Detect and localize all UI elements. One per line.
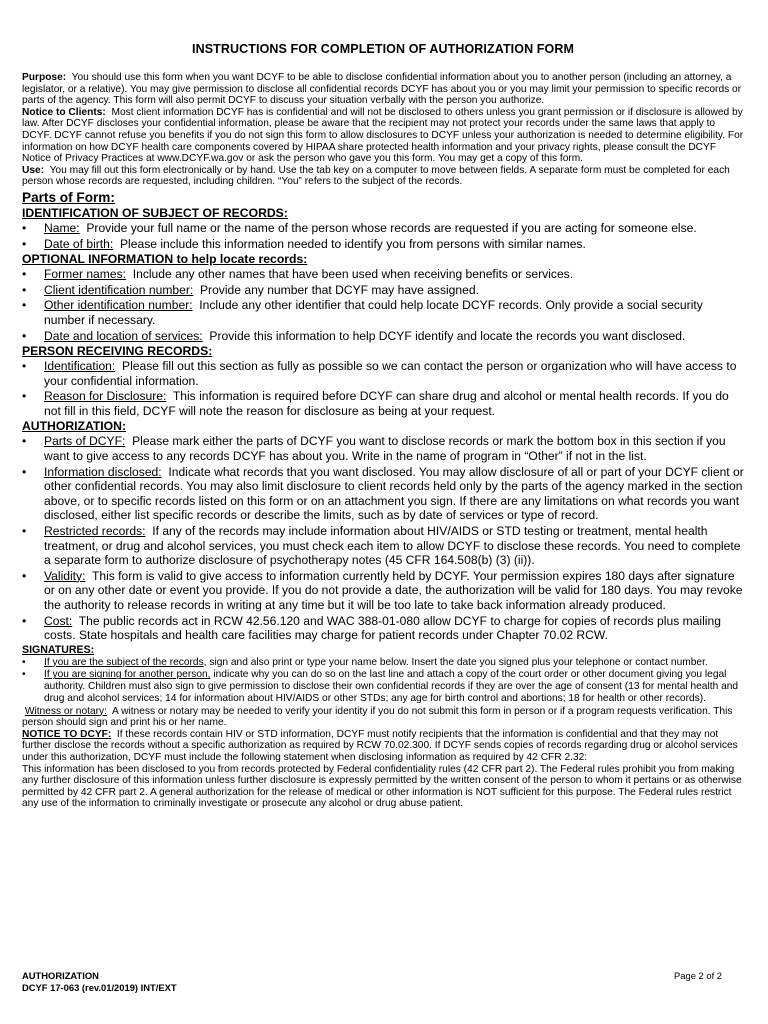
item-text: The public records act in RCW 42.56.120 and WAC 388-01-080 allow DCYF to charge for copies of records plus mailing costs. State hospitals and health care facilities may charge for patient records under Chapter 70.02 RCW.: [44, 613, 721, 643]
list-item: [22, 669, 744, 704]
list-item: [22, 614, 744, 643]
person-receiving-heading: PERSON RECEIVING RECORDS:: [22, 344, 213, 359]
purpose-text: You should use this form when you want DCYF to be able to disclose confidential information about you to another person (including an attorney, a legislator, or a relative). You may give permission to disclose all confidential records DCYF has about you or you may limit your permission to specific records or parts of the agency. This form will also permit DCYF to discuss your situation verbally with the person you authorize.: [22, 72, 742, 107]
item-term: Client identification number:: [44, 282, 194, 297]
authorization-heading: AUTHORIZATION:: [22, 419, 127, 434]
bullet-icon: •: [22, 464, 27, 479]
bullet-icon: •: [22, 568, 27, 583]
notice-to-dcyf-paragraph: [22, 729, 744, 764]
notice-to-dcyf-label: NOTICE TO DCYF:: [22, 728, 112, 740]
authorization-list: [22, 434, 744, 642]
bullet-icon: •: [22, 267, 27, 282]
item-text: If any of the records may include information about HIV/AIDS or STD testing or treatment, mental health treatment, or drug and alcohol services, you must check each item to allow DCYF to disclose these records. You need to complete a separate form to authorize disclosure of psychotherapy notes (45 CFR 164.508(b) (3) (ii)).: [44, 524, 741, 568]
item-term: Date and location of services:: [44, 328, 203, 343]
item-term: Parts of DCYF:: [44, 434, 126, 449]
witness-text: A witness or notary may be needed to verify your identity if you do not submit this form in person or if a program requests verification. This person should sign and print his or her name.: [22, 705, 733, 729]
page-title: INSTRUCTIONS FOR COMPLETION OF AUTHORIZATION FORM: [192, 42, 574, 56]
bullet-icon: •: [22, 613, 27, 628]
list-item: [22, 267, 744, 282]
list-item: [22, 298, 744, 327]
page-number: Page 2 of 2: [674, 970, 722, 981]
item-term: Name:: [44, 220, 80, 235]
item-text: sign and also print or type your name below. Insert the date you signed plus your telephone or contact number.: [209, 656, 708, 668]
page-footer: [22, 970, 722, 994]
item-term: Identification:: [44, 359, 116, 374]
list-item: [22, 359, 744, 388]
item-text: Provide any number that DCYF may have assigned.: [199, 282, 479, 297]
notice-to-clients-text: Most client information DCYF has is confidential and will not be disclosed to others unless you grant permission or if disclosure is allowed by law. After DCYF discloses your confidential information, please be aware that the recipient may not protect your records under the same laws that apply to DCYF. DCYF cannot refuse you benefits if you do not sign this form to allow disclosures to DCYF unless your authorization is needed to determine eligibility. For information on how DCYF health care components covered by HIPAA share protected health information and your privacy rights, please consult the DCYF Notice of Privacy Practices at www.DCYF.wa.gov or ask the person who gave you this form. You may get a copy of this form.: [22, 106, 744, 165]
list-item: [22, 434, 744, 463]
use-text: You may fill out this form electronically or by hand. Use the tab key on a computer to move between fields. A separate form must be completed for each person whose records are requested, including children. “You” refers to the subject of the records.: [22, 164, 730, 188]
bullet-icon: •: [22, 220, 27, 235]
item-term: Former names:: [44, 267, 126, 282]
footer-form-label: AUTHORIZATION: [22, 970, 99, 981]
item-term: If you are signing for another person,: [44, 669, 211, 681]
signatures-heading: SIGNATURES:: [22, 643, 95, 656]
parts-of-form-heading: Parts of Form:: [22, 189, 115, 205]
item-text: indicate why you can do so on the last line and attach a copy of the court order or other document giving you legal authority. Children must also sign to give permission to disclose their own confidential records if they are over the age of consent (13 for mental health and drug and alcohol services; 14 for information about HIV/AIDS or other STDs; any age for birth control and abortions; 18 for health or other records).: [44, 669, 739, 704]
list-item: [22, 569, 744, 613]
bullet-icon: •: [22, 298, 27, 313]
bullet-icon: •: [22, 389, 27, 404]
list-item: [22, 657, 744, 669]
signatures-list: [22, 657, 744, 705]
item-text: Indicate what records that you want disclosed. You may allow disclosure of all or part of your DCYF client or other confidential records. You may also limit disclosure to client records held only by the parts of the agency marked in the section above, or to specific records listed on this form or on an attachment you sign. If there are any limitations on what records you want disclosed, either list specific records or describe the limits, such as by date of services or type of record.: [44, 464, 744, 523]
item-text: Please mark either the parts of DCYF you want to disclose records or mark the bottom box in this section if you want to give access to any records DCYF has about you. Write in the name of program in “Other” if not in the list.: [44, 434, 726, 464]
list-item: [22, 221, 744, 236]
federal-statement: This information has been disclosed to you from records protected by Federal confidentiality rules (42 CFR part 2). The Federal rules prohibit you from making any further disclosure of this information unless further disclosure is expressly permitted by the written consent of the person to whom it pertains or as otherwise permitted by 42 CFR part 2. A general authorization for the release of medical or other information is NOT sufficient for this purpose. The Federal rules restrict any use of the information to criminally investigate or prosecute any alcohol or drug abuse patient.: [22, 763, 742, 810]
list-item: [22, 524, 744, 568]
list-item: [22, 283, 744, 298]
optional-info-heading: OPTIONAL INFORMATION to help locate records:: [22, 252, 308, 267]
item-term: Information disclosed:: [44, 464, 162, 479]
bullet-icon: •: [22, 359, 27, 374]
item-text: Include any other identifier that could help locate DCYF records. Only provide a social security number if necessary.: [44, 298, 703, 327]
item-text: Provide your full name or the name of the person whose records are requested if you are acting for someone else.: [86, 220, 697, 235]
item-text: Provide this information to help DCYF identify and locate the records you want disclosed.: [209, 328, 686, 343]
person-receiving-list: [22, 359, 744, 418]
item-term: Other identification number:: [44, 298, 193, 313]
item-text: This form is valid to give access to information currently held by DCYF. Your permission expires 180 days after signature or on any other date or event you provide. If you do not provide a date, the authorization will be valid for 180 days. You may revoke the authority to release records in writing at any time but it will be too late to take back information already produced.: [44, 568, 743, 612]
notice-to-clients-paragraph: [22, 107, 744, 165]
optional-info-list: [22, 267, 744, 343]
bullet-icon: •: [22, 282, 27, 297]
bullet-icon: •: [22, 524, 27, 539]
use-paragraph: [22, 165, 744, 188]
item-term: Reason for Disclosure:: [44, 389, 167, 404]
witness-label: Witness or notary:: [24, 705, 107, 717]
bullet-icon: •: [22, 434, 27, 449]
bullet-icon: •: [22, 669, 26, 681]
list-item: [22, 329, 744, 344]
item-text: Please fill out this section as fully as possible so we can contact the person or organization who will have access to your confidential information.: [44, 359, 737, 388]
item-term: Validity:: [44, 568, 86, 583]
bullet-icon: •: [22, 328, 27, 343]
bullet-icon: •: [22, 236, 27, 251]
list-item: [22, 389, 744, 418]
witness-paragraph: [22, 706, 744, 729]
notice-to-dcyf-text: If these records contain HIV or STD information, DCYF must notify recipients that the information is confidential and that they may not further disclose the records without a specific authorization as required by RCW 70.02.300. If DCYF sends copies of records regarding drug or alcohol services under this authorization, DCYF must include the following statement when disclosing information as required by 42 CFR 2.32:: [22, 728, 738, 763]
list-item: [22, 465, 744, 523]
item-term: Date of birth:: [44, 236, 114, 251]
use-label: Use:: [22, 164, 45, 176]
list-item: [22, 237, 744, 252]
item-text: This information is required before DCYF can share drug and alcohol or mental health records. If you do not fill in this field, DCYF will note the reason for disclosure as being at your request.: [44, 389, 729, 418]
bullet-icon: •: [22, 656, 26, 668]
item-term: Cost:: [44, 613, 73, 628]
item-text: Include any other names that have been used when receiving benefits or services.: [132, 267, 574, 282]
identification-heading: IDENTIFICATION OF SUBJECT OF RECORDS:: [22, 205, 288, 220]
item-term: If you are the subject of the records,: [44, 656, 207, 668]
notice-to-clients-label: Notice to Clients:: [22, 106, 106, 118]
item-text: Please include this information needed to identify you from persons with similar names.: [119, 236, 586, 251]
purpose-paragraph: [22, 72, 744, 107]
purpose-label: Purpose:: [22, 72, 67, 83]
identification-list: [22, 221, 744, 251]
item-term: Restricted records:: [44, 524, 146, 539]
footer-form-number: DCYF 17-063 (rev.01/2019) INT/EXT: [22, 982, 177, 993]
